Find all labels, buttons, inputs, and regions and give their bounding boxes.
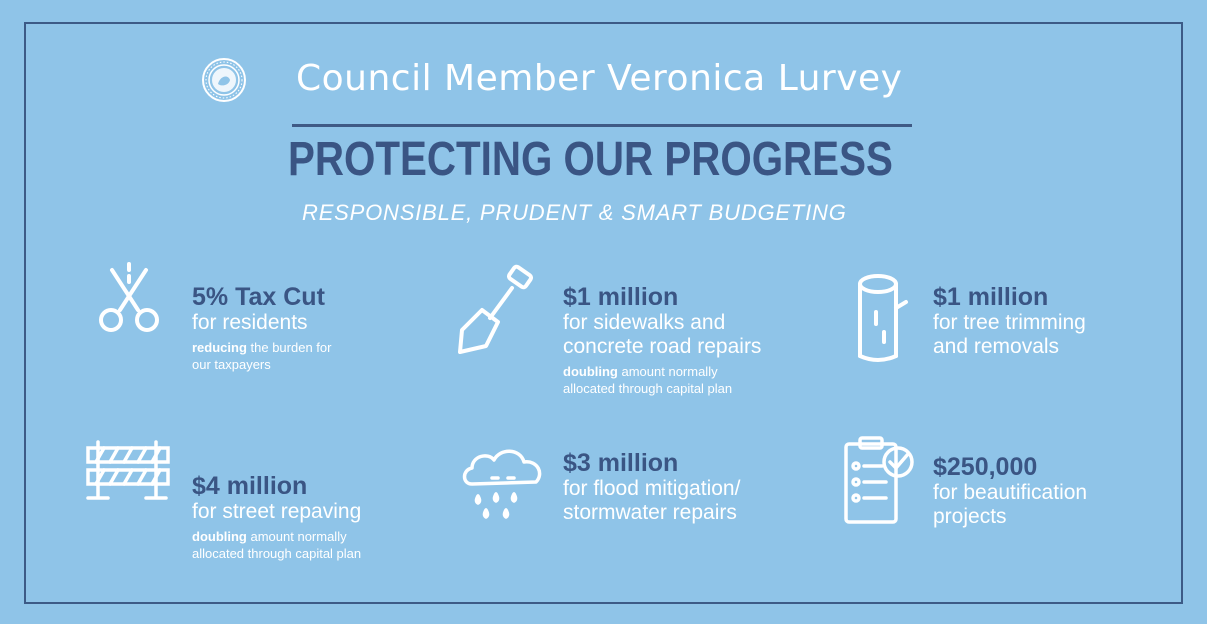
rain-cloud-icon (458, 444, 548, 526)
item-amount: $4 million (192, 472, 308, 500)
item-description: and removals (933, 335, 1060, 358)
item-description: for flood mitigation/ (563, 477, 741, 500)
item-note: doubling amount normally allocated through capital plan (192, 529, 362, 561)
road-barrier-icon (84, 440, 172, 504)
headline: PROTECTING OUR PROGRESS (288, 133, 893, 186)
item-amount: $1 million (563, 283, 679, 311)
item-description: for sidewalks and (563, 311, 726, 334)
item-amount: 5% Tax Cut (192, 283, 325, 311)
council-member-title: Council Member Veronica Lurvey (296, 58, 903, 99)
item-note: doubling amount normally allocated through capital plan (563, 364, 733, 396)
title-divider (292, 124, 912, 127)
item-description: concrete road repairs (563, 335, 762, 358)
shovel-icon (452, 266, 536, 358)
item-description: for street repaving (192, 500, 362, 523)
item-note: reducing the burden for our taxpayers (192, 340, 332, 372)
checklist-icon (842, 436, 918, 526)
item-amount: $3 million (563, 449, 679, 477)
item-description: stormwater repairs (563, 501, 737, 524)
item-description: projects (933, 505, 1007, 528)
item-amount: $1 million (933, 283, 1049, 311)
item-amount: $250,000 (933, 453, 1038, 481)
tree-log-icon (854, 272, 910, 368)
item-description: for beautification (933, 481, 1088, 504)
item-description: for residents (192, 311, 308, 334)
header (196, 52, 1016, 114)
tagline: RESPONSIBLE, PRUDENT & SMART BUDGETING (302, 200, 847, 225)
town-seal-icon (202, 58, 246, 102)
item-description: for tree trimming (933, 311, 1086, 334)
scissors-icon (94, 262, 164, 334)
